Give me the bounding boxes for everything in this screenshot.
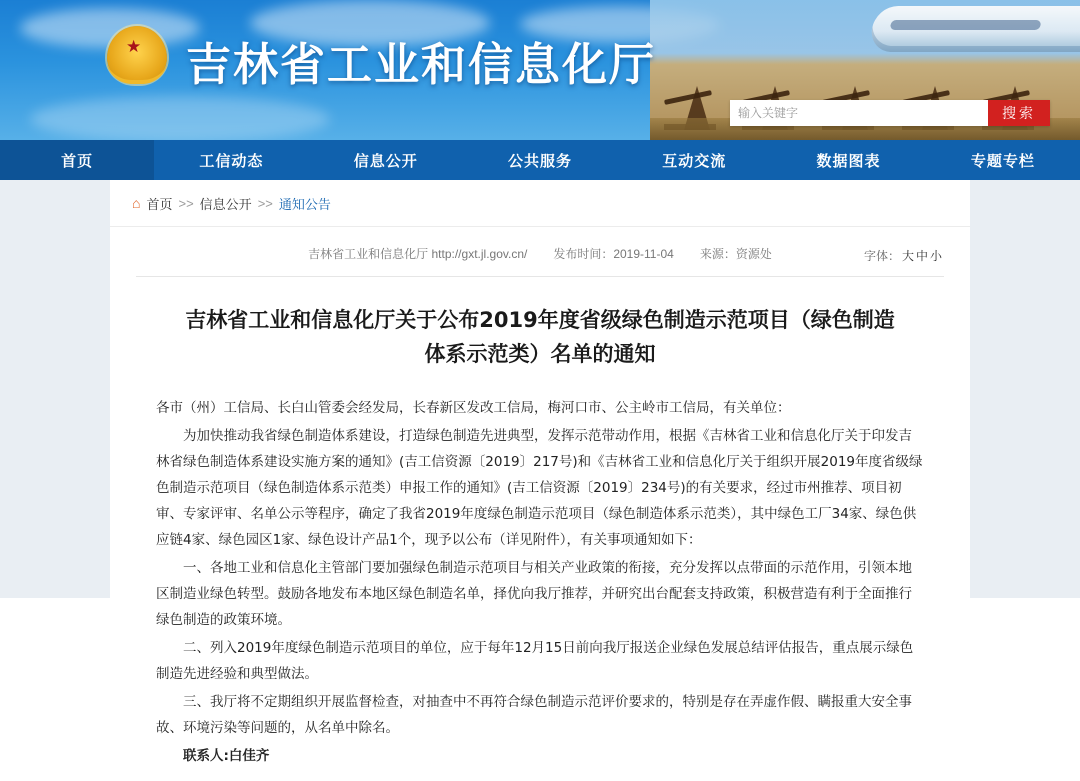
meta-divider (136, 276, 944, 277)
article-meta (110, 227, 970, 268)
home-icon[interactable]: ⌂ (132, 195, 141, 211)
meta-source-url[interactable]: http://gxt.jl.gov.cn/ (431, 247, 528, 261)
article-paragraph: 二、列入2019年度绿色制造示范项目的单位，应于每年12月15日前向我厅报送企业绿色发展总结评估报告，重点展示绿色制造先进经验和典型做法。 (156, 640, 914, 682)
article-card (110, 180, 970, 781)
fontsize-large[interactable]: 大 (901, 249, 914, 263)
site-banner (0, 0, 1080, 140)
fontsize-small[interactable]: 小 (929, 249, 942, 263)
page-background (0, 180, 1080, 764)
fontsize-medium[interactable]: 中 (915, 249, 928, 263)
nav-item-news[interactable]: 工信动态 (199, 151, 264, 170)
breadcrumb-separator: >> (178, 195, 194, 211)
article-paragraph: 各市（州）工信局、长白山管委会经发局，长春新区发改工信局，梅河口市、公主岭市工信局，有关单位： (156, 400, 791, 416)
breadcrumb-item-disclosure[interactable]: 信息公开 (199, 196, 252, 212)
high-speed-train-icon (869, 6, 1080, 52)
article-paragraph: 一、各地工业和信息化主管部门要加强绿色制造示范项目与相关产业政策的衔接，充分发挥以点带面的示范作用，引领本地区制造业绿色转型。鼓励各地发布本地区绿色制造名单，择优向我厅推荐，并研究出台配套支持政策，积极营造有利于全面推行绿色制造的政策环境。 (156, 560, 912, 628)
nav-item-public-service[interactable]: 公共服务 (507, 151, 572, 170)
nav-item-home[interactable]: 首页 (0, 140, 154, 180)
page-title: 吉林省工业和信息化厅 (186, 38, 657, 91)
nav-item-disclosure[interactable]: 信息公开 (353, 151, 418, 170)
article-contact: 联系人:白佳齐 (183, 748, 270, 764)
main-navigation[interactable] (0, 140, 1080, 180)
meta-source-name: 吉林省工业和信息化厅 (308, 247, 429, 261)
meta-publish-time: 发布时间：2019-11-04 (553, 247, 674, 261)
fontsize-label: 字体： (863, 249, 900, 263)
article-paragraph: 为加快推动我省绿色制造体系建设，打造绿色制造先进典型，发挥示范带动作用，根据《吉林省工业和信息化厅关于印发吉林省绿色制造体系建设实施方案的通知》(吉工信资源〔2019〕217号)和《吉林省工业和信息化厅关于组织开展2019年度省级绿色制造示范项目（绿色制造体系示范类）申报工作的通知》(吉工信资源〔2019〕234号)的有关要求，经过市州推荐、项目初审、专家评审、名单公示等程序，确定了我省2019年度绿色制造示范项目（绿色制造体系示范类），其中绿色工厂34家、绿色供应链4家、绿色园区1家、绿色设计产品1个，现予以公布（详见附件），有关事项通知如下： (156, 428, 923, 548)
meta-origin: 来源：资源处 (699, 247, 772, 261)
cloud-decoration (30, 96, 330, 140)
search-box[interactable] (730, 100, 1050, 126)
search-button[interactable]: 搜索 (988, 100, 1050, 126)
nav-item-special-columns[interactable]: 专题专栏 (970, 151, 1035, 170)
breadcrumb-item-notice[interactable]: 通知公告 (278, 196, 331, 212)
nav-item-interaction[interactable]: 互动交流 (662, 151, 727, 170)
article-title: 吉林省工业和信息化厅关于公布2019年度省级绿色制造示范项目（绿色制造体系示范类）名单的通知 (185, 308, 895, 366)
article-paragraph: 三、我厅将不定期组织开展监督检查，对抽查中不再符合绿色制造示范评价要求的，特别是存在弄虚作假、瞒报重大安全事故、环境污染等问题的，从名单中除名。 (156, 694, 912, 736)
nav-item-data-charts[interactable]: 数据图表 (816, 151, 881, 170)
national-emblem-icon: ★ (104, 22, 170, 88)
breadcrumb (110, 180, 970, 227)
breadcrumb-item-home[interactable]: 首页 (146, 196, 173, 212)
article-body (156, 395, 924, 769)
fontsize-control[interactable] (864, 247, 942, 264)
meta-source-site (308, 245, 527, 262)
search-input[interactable] (730, 100, 988, 126)
breadcrumb-separator: >> (257, 195, 273, 211)
